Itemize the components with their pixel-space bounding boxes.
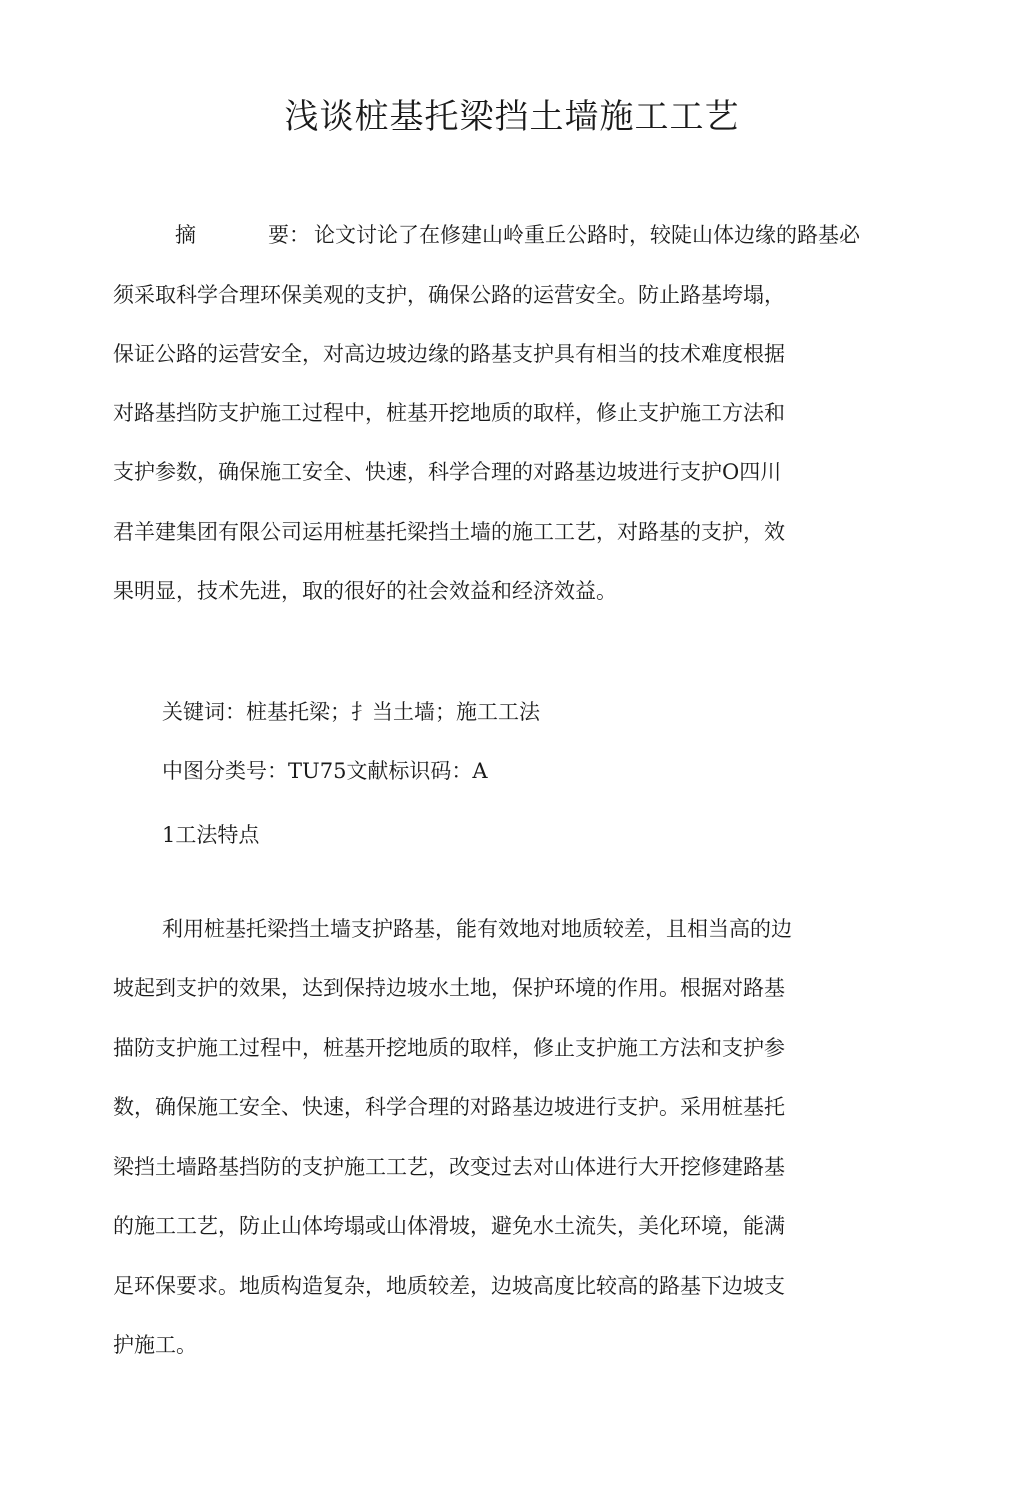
abstract-line-3: 保证公路的运营安全，对高边坡边缘的路基支护具有相当的技术难度根据 — [113, 342, 785, 366]
section-heading: 1工法特点 — [162, 823, 260, 847]
abstract-label-first-char: 摘 — [175, 223, 196, 247]
abstract-line-5: 支护参数，确保施工安全、快速，科学合理的对路基边坡进行支护O四川 — [113, 460, 782, 484]
body-line-5: 梁挡土墙路基挡防的支护施工工艺，改变过去对山体进行大开挖修建路基 — [113, 1155, 785, 1179]
body-line-6: 的施工工艺，防止山体垮塌或山体滑坡，避免水土流失，美化环境，能满 — [113, 1214, 785, 1238]
abstract-line-6: 君羊建集团有限公司运用桩基托梁挡土墙的施工工艺，对路基的支护，效 — [113, 520, 785, 544]
body-line-4: 数，确保施工安全、快速，科学合理的对路基边坡进行支护。采用桩基托 — [113, 1095, 785, 1119]
abstract-line-4: 对路基挡防支护施工过程中，桩基开挖地质的取样，修止支护施工方法和 — [113, 401, 785, 425]
body-line-1: 利用桩基托梁挡土墙支护路基，能有效地对地质较差，且相当高的边 — [162, 917, 792, 941]
abstract-line-2: 须采取科学合理环保美观的支护，确保公路的运营安全。防止路基垮塌， — [113, 283, 785, 307]
body-line-8: 护施工。 — [113, 1333, 197, 1357]
body-line-2: 坡起到支护的效果，达到保持边坡水土地，保护环境的作用。根据对路基 — [113, 976, 785, 1000]
document-title: 浅谈桩基托梁挡土墙施工工艺 — [284, 97, 740, 137]
body-line-3: 描防支护施工过程中，桩基开挖地质的取样，修止支护施工方法和支护参 — [113, 1036, 785, 1060]
classification: 中图分类号：TU75文献标识码：A — [162, 759, 488, 783]
abstract-line-1: 论文讨论了在修建山岭重丘公路时，较陡山体边缘的路基必 — [314, 223, 860, 247]
abstract-label-second-char: 要： — [268, 223, 310, 247]
body-line-7: 足环保要求。地质构造复杂，地质较差，边坡高度比较高的路基下边坡支 — [113, 1274, 785, 1298]
keywords: 关键词：桩基托梁；扌当土墙；施工工法 — [162, 700, 540, 724]
abstract-line-7: 果明显，技术先进，取的很好的社会效益和经济效益。 — [113, 579, 617, 603]
